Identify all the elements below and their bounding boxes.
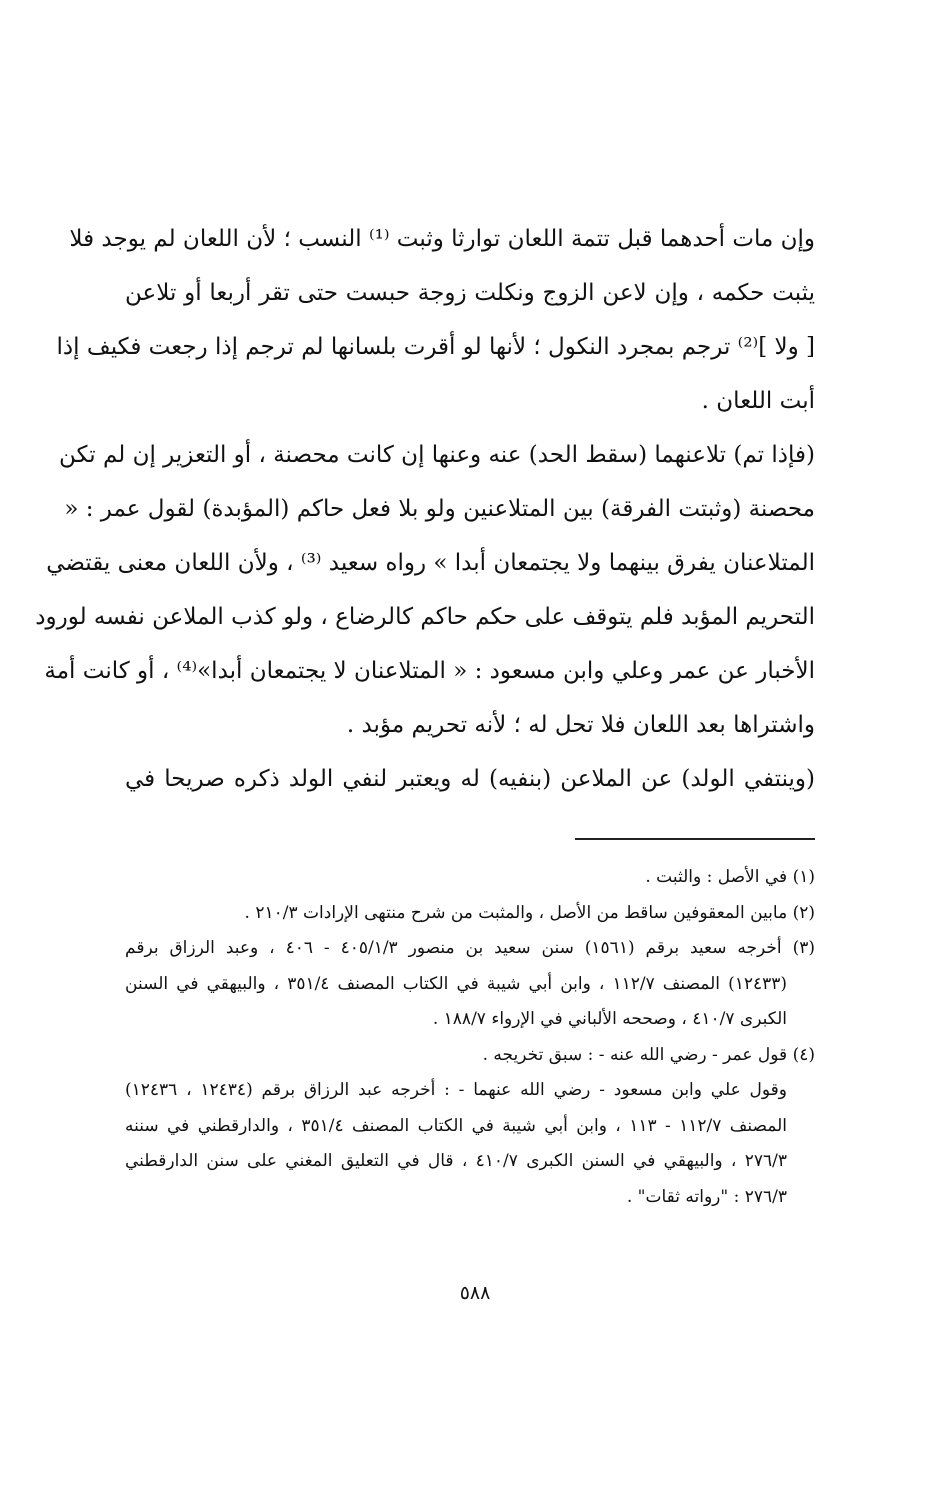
footnotes-section bbox=[125, 860, 815, 1215]
main-text-line: الأخبار عن عمر وعلي وابن مسعود : « المتلاعنان لا يجتمعان أبدا»⁽⁴⁾ ، أو كانت أمة bbox=[44, 658, 815, 684]
main-text-line: محصنة (وثبتت الفرقة) بين المتلاعنين ولو بلا فعل حاكم (المؤبدة) لقول عمر : « bbox=[64, 496, 815, 522]
main-text-line: (وينتفي الولد) عن الملاعن (بنفيه) له ويعتبر لنفي الولد ذكره صريحا في bbox=[125, 766, 815, 792]
main-text-body bbox=[35, 212, 815, 806]
footnote-line: ٢٧٦/٣ ، والبيهقي في السنن الكبرى ٤١٠/٧ ، قال في التعليق المغني على سنن الدارقطني bbox=[125, 1151, 787, 1171]
main-text-line: وإن مات أحدهما قبل تتمة اللعان توارثا وثبت ⁽¹⁾ النسب ؛ لأن اللعان لم يوجد فلا bbox=[69, 226, 815, 252]
footnote-line: (٢) مابين المعقوفين ساقط من الأصل ، والمثبت من شرح منتهى الإرادات ٢١٠/٣ . bbox=[244, 902, 815, 923]
main-text-line: يثبت حكمه ، وإن لاعن الزوج ونكلت زوجة حبست حتى تقر أربعا أو تلاعن bbox=[125, 280, 815, 306]
footnote-separator bbox=[575, 838, 815, 840]
footnote-line: (١٢٤٣٣) المصنف ١١٢/٧ ، وابن أبي شيبة في الكتاب المصنف ٣٥١/٤ ، والبيهقي في السنن bbox=[125, 973, 788, 994]
footnote-line: (٤) قول عمر - رضي الله عنه - : سبق تخريجه . bbox=[482, 1044, 815, 1065]
main-text-line: أبت اللعان . bbox=[701, 388, 815, 414]
main-text-line: (فإذا تم) تلاعنهما (سقط الحد) عنه وعنها إن كانت محصنة ، أو التعزير إن لم تكن bbox=[59, 442, 815, 468]
footnote-line: وقول علي وابن مسعود - رضي الله عنهما - : أخرجه عبد الرزاق برقم (١٢٤٣٤ ، ١٢٤٣٦) bbox=[125, 1080, 788, 1100]
main-text-line: المتلاعنان يفرق بينهما ولا يجتمعان أبدا » رواه سعيد ⁽³⁾ ، ولأن اللعان معنى يقتضي bbox=[46, 550, 815, 576]
page-number: ٥٨٨ bbox=[459, 1282, 491, 1304]
main-text-line: التحريم المؤبد فلم يتوقف على حكم حاكم كالرضاع ، ولو كذب الملاعن نفسه لورود bbox=[35, 604, 815, 630]
footnote-line: (١) في الأصل : والثبت . bbox=[645, 867, 815, 887]
main-text-line: [ ولا ]⁽²⁾ ترجم بمجرد النكول ؛ لأنها لو أقرت بلسانها لم ترجم إذا رجعت فكيف إذا bbox=[56, 334, 815, 360]
footnote-line: (٣) أخرجه سعيد برقم (١٥٦١) سنن سعيد بن منصور ٤٠٥/١/٣ - ٤٠٦ ، وعبد الرزاق برقم bbox=[125, 938, 815, 958]
footnote-line: الكبرى ٤١٠/٧ ، وصححه الألباني في الإرواء ١٨٨/٧ . bbox=[432, 1009, 787, 1029]
footnote-line: ٢٧٦/٣ : "رواته ثقات" . bbox=[626, 1186, 787, 1207]
main-text-line: واشتراها بعد اللعان فلا تحل له ؛ لأنه تحريم مؤبد . bbox=[346, 712, 815, 738]
footnote-line: المصنف ١١٢/٧ - ١١٣ ، وابن أبي شيبة في الكتاب المصنف ٣٥١/٤ ، والدارقطني في سننه bbox=[125, 1115, 788, 1136]
